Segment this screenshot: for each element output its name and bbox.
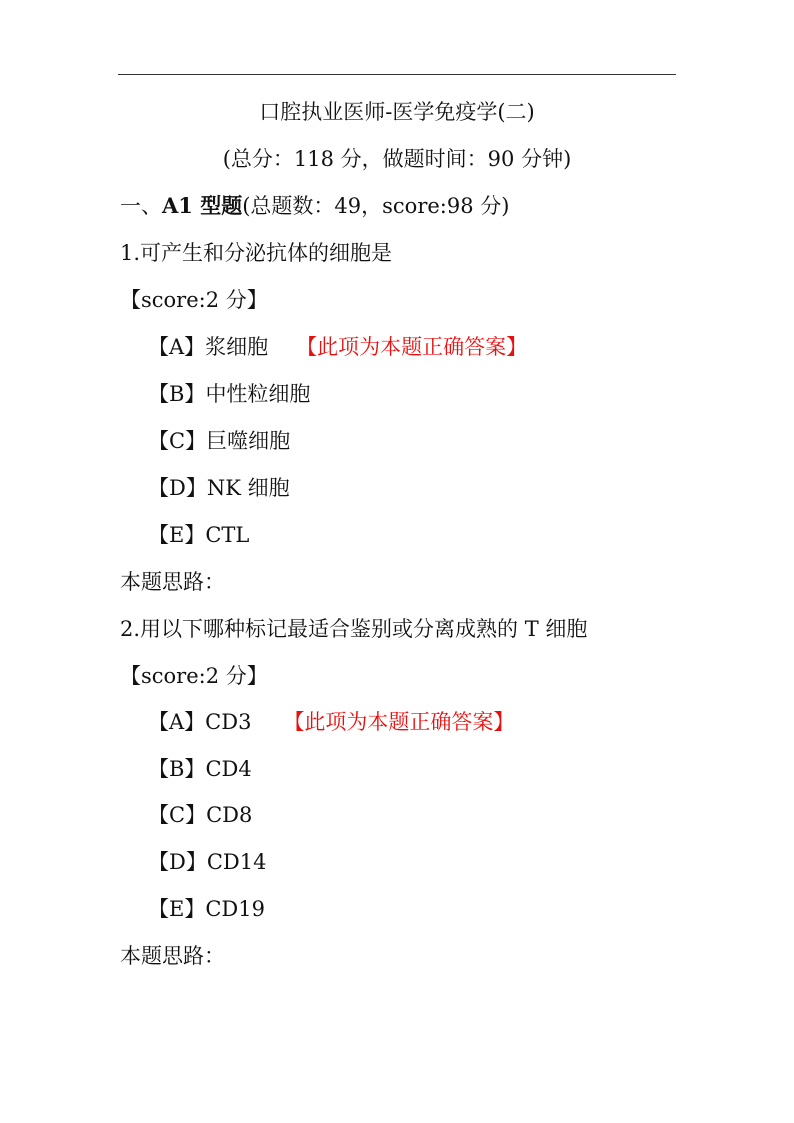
option-text: NK 细胞	[206, 476, 290, 500]
document-title: 口腔执业医师-医学免疫学(二)	[259, 100, 535, 124]
section-info: (总题数：49，score:98 分)	[242, 194, 510, 218]
question-2-option-c	[148, 801, 252, 829]
option-text: 浆细胞	[205, 335, 269, 359]
section-heading	[120, 192, 509, 220]
option-label: 【D】	[148, 850, 207, 874]
option-label: 【E】	[148, 523, 206, 547]
question-1-score: 【score:2 分】	[120, 288, 268, 312]
option-label: 【C】	[148, 803, 207, 827]
question-1-option-d	[148, 474, 290, 502]
question-2-option-d	[148, 848, 266, 876]
question-2-option-a	[148, 708, 514, 736]
section-name: A1 型题	[162, 193, 243, 218]
option-label: 【E】	[148, 897, 206, 921]
question-2-option-e	[148, 895, 265, 923]
document-subtitle: (总分：118 分，做题时间：90 分钟)	[222, 147, 572, 171]
section-prefix: 一、	[120, 194, 162, 218]
correct-answer-mark: 【此项为本题正确答案】	[283, 710, 515, 734]
question-1-option-e	[148, 521, 249, 549]
option-label: 【D】	[148, 476, 207, 500]
option-text: CD4	[205, 757, 252, 781]
header-rule	[118, 74, 676, 75]
option-text: CTL	[205, 523, 250, 547]
question-1-option-c	[148, 427, 290, 455]
question-2-stem: 2.用以下哪种标记最适合鉴别或分离成熟的 T 细胞	[120, 617, 588, 641]
correct-answer-mark: 【此项为本题正确答案】	[296, 335, 528, 359]
question-2-explanation-label: 本题思路：	[120, 944, 225, 968]
option-text: 中性粒细胞	[205, 382, 311, 406]
question-2-option-b	[148, 755, 252, 783]
option-label: 【C】	[148, 429, 207, 453]
option-label: 【B】	[148, 382, 206, 406]
option-text: CD3	[205, 710, 252, 734]
option-text: CD19	[205, 897, 265, 921]
question-1-option-b	[148, 380, 310, 408]
option-label: 【A】	[148, 710, 206, 734]
option-text: 巨噬细胞	[206, 429, 291, 453]
option-text: CD14	[206, 850, 267, 874]
question-1-option-a	[148, 333, 527, 361]
question-1-stem: 1.可产生和分泌抗体的细胞是	[120, 241, 393, 265]
option-label: 【A】	[148, 335, 206, 359]
option-label: 【B】	[148, 757, 206, 781]
question-2-score: 【score:2 分】	[120, 664, 268, 688]
option-text: CD8	[206, 803, 253, 827]
question-1-explanation-label: 本题思路：	[120, 570, 225, 594]
